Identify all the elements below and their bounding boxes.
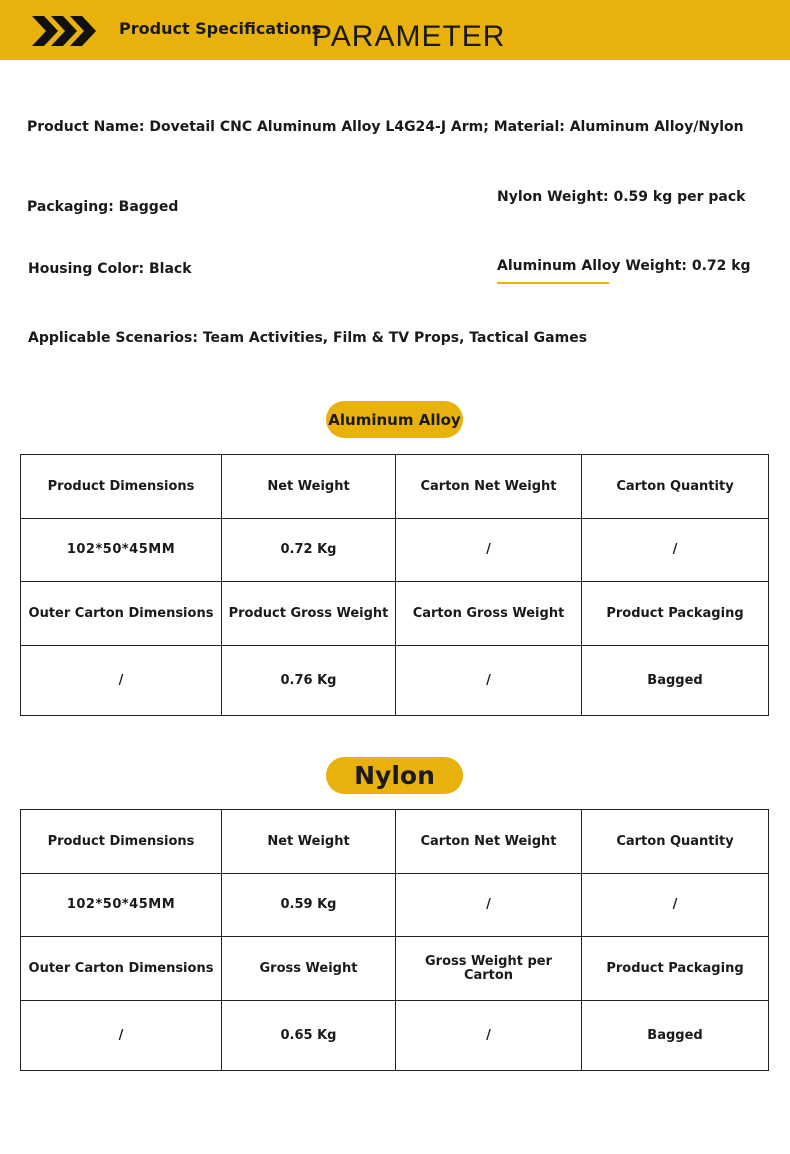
table-cell: Net Weight [222, 810, 396, 874]
table-cell: Gross Weight [222, 937, 396, 1001]
table-cell: Carton Net Weight [396, 810, 582, 874]
table-cell: 0.72 Kg [222, 519, 396, 582]
table-cell: Net Weight [222, 455, 396, 519]
table-cell: Bagged [582, 646, 769, 716]
table-cell: / [396, 646, 582, 716]
table-cell: / [582, 519, 769, 582]
table-row [21, 646, 769, 716]
table-cell: Product Dimensions [21, 810, 222, 874]
table-cell: / [582, 874, 769, 937]
spec-product-name: Product Name: Dovetail CNC Aluminum Alloy L4G24-J Arm; Material: Aluminum Alloy/Nylon [27, 119, 744, 135]
table-cell: Bagged [582, 1001, 769, 1071]
accent-underline [497, 282, 609, 284]
table-cell: Carton Gross Weight [396, 582, 582, 646]
table-cell: Product Dimensions [21, 455, 222, 519]
nylon-spec-table [20, 809, 769, 1071]
table-row [21, 874, 769, 937]
table-cell: Product Packaging [582, 937, 769, 1001]
table-row [21, 1001, 769, 1071]
table-cell: Carton Quantity [582, 455, 769, 519]
table-cell: Carton Net Weight [396, 455, 582, 519]
table-cell: 102*50*45MM [21, 519, 222, 582]
header-banner [0, 0, 790, 60]
spec-nylon-weight: Nylon Weight: 0.59 kg per pack [497, 189, 746, 205]
table-cell: / [396, 519, 582, 582]
table-cell: / [396, 1001, 582, 1071]
table-row [21, 810, 769, 874]
spec-scenarios: Applicable Scenarios: Team Activities, Film & TV Props, Tactical Games [28, 330, 588, 346]
table-cell: 102*50*45MM [21, 874, 222, 937]
spec-packaging: Packaging: Bagged [27, 199, 179, 215]
table-cell: Gross Weight per Carton [396, 937, 582, 1001]
header-title: Product Specifications [119, 19, 322, 38]
table-cell: / [21, 1001, 222, 1071]
table-cell: 0.76 Kg [222, 646, 396, 716]
table-cell: Outer Carton Dimensions [21, 582, 222, 646]
table-cell: Carton Quantity [582, 810, 769, 874]
aluminum-spec-table [20, 454, 769, 716]
table-cell: 0.65 Kg [222, 1001, 396, 1071]
section-badge-nylon: Nylon [326, 757, 463, 794]
table-row [21, 455, 769, 519]
table-cell: 0.59 Kg [222, 874, 396, 937]
table-row [21, 519, 769, 582]
triple-chevron-right-icon [30, 14, 98, 48]
table-cell: Outer Carton Dimensions [21, 937, 222, 1001]
table-cell: Product Gross Weight [222, 582, 396, 646]
table-row [21, 937, 769, 1001]
table-cell: / [21, 646, 222, 716]
header-subtitle: PARAMETER [312, 20, 506, 53]
section-badge-aluminum: Aluminum Alloy [326, 401, 463, 438]
table-cell: Product Packaging [582, 582, 769, 646]
table-row [21, 582, 769, 646]
spec-aluminum-weight: Aluminum Alloy Weight: 0.72 kg [497, 258, 751, 274]
table-cell: / [396, 874, 582, 937]
spec-housing-color: Housing Color: Black [28, 261, 192, 277]
